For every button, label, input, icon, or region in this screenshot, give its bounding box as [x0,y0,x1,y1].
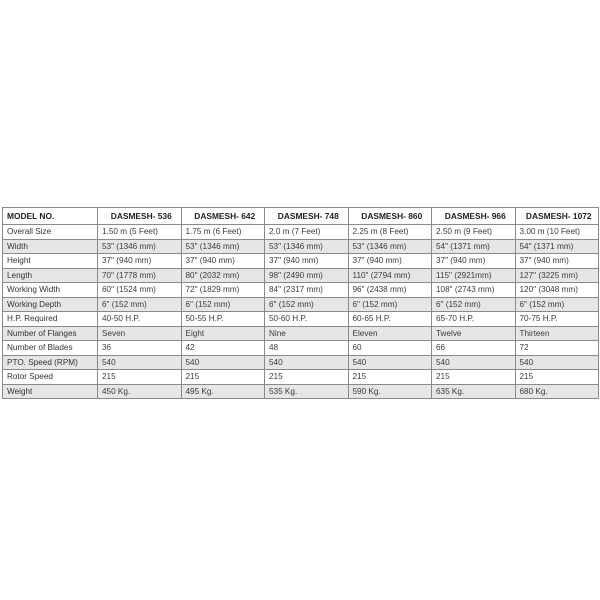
row-label: Width [3,239,98,254]
table-cell: Seven [98,326,182,341]
table-cell: 72 [515,341,599,356]
model-header: DASMESH- 860 [348,208,432,225]
table-cell: 6" (152 mm) [181,297,265,312]
table-row [3,370,599,385]
table-cell: Eight [181,326,265,341]
model-header: DASMESH- 966 [432,208,516,225]
table-body [3,225,599,399]
table-cell: 54" (1371 mm) [515,239,599,254]
table-cell: 2.50 m (9 Feet) [432,225,516,240]
table-row [3,384,599,399]
table-cell: Nine [265,326,349,341]
table-row [3,341,599,356]
table-cell: 50-55 H.P. [181,312,265,327]
table-cell: 120" (3048 mm) [515,283,599,298]
table-cell: 53" (1346 mm) [98,239,182,254]
table-row [3,312,599,327]
table-row [3,297,599,312]
table-cell: 48 [265,341,349,356]
table-row [3,355,599,370]
table-cell: 6" (152 mm) [515,297,599,312]
table-cell: 36 [98,341,182,356]
model-header: DASMESH- 1072 [515,208,599,225]
table-cell: 635 Kg. [432,384,516,399]
table-cell: 42 [181,341,265,356]
table-cell: 80" (2032 mm) [181,268,265,283]
table-cell: 54" (1371 mm) [432,239,516,254]
table-cell: 6" (152 mm) [98,297,182,312]
table-cell: Twelve [432,326,516,341]
model-header: DASMESH- 536 [98,208,182,225]
table-cell: 60 [348,341,432,356]
table-row [3,268,599,283]
table-cell: 84" (2317 mm) [265,283,349,298]
table-cell: 540 [432,355,516,370]
table-row [3,254,599,269]
table-cell: 680 Kg. [515,384,599,399]
row-label: PTO. Speed (RPM) [3,355,98,370]
row-label: H.P. Required [3,312,98,327]
table-cell: 215 [98,370,182,385]
table-cell: 540 [348,355,432,370]
table-cell: 215 [515,370,599,385]
table-cell: 535 Kg. [265,384,349,399]
table-cell: Thirteen [515,326,599,341]
row-label: Number of Flanges [3,326,98,341]
table-cell: 215 [432,370,516,385]
row-label: Rotor Speed [3,370,98,385]
table-cell: 2.0 m (7 Feet) [265,225,349,240]
table-cell: 65-70 H.P. [432,312,516,327]
table-cell: 215 [181,370,265,385]
table-cell: 6" (152 mm) [432,297,516,312]
row-label: Working Width [3,283,98,298]
table-cell: 215 [265,370,349,385]
table-cell: 66 [432,341,516,356]
table-cell: 70" (1778 mm) [98,268,182,283]
table-cell: 450 Kg. [98,384,182,399]
model-header: DASMESH- 642 [181,208,265,225]
table-cell: 98" (2490 mm) [265,268,349,283]
spec-table [2,207,599,399]
table-cell: 53" (1346 mm) [348,239,432,254]
table-row [3,326,599,341]
table-row [3,283,599,298]
table-cell: 60-65 H.P. [348,312,432,327]
row-label: Number of Blades [3,341,98,356]
table-cell: Eleven [348,326,432,341]
model-header: DASMESH- 748 [265,208,349,225]
table-header-row [3,208,599,225]
row-label: Height [3,254,98,269]
table-cell: 37" (940 mm) [432,254,516,269]
table-cell: 495 Kg. [181,384,265,399]
table-cell: 110" (2794 mm) [348,268,432,283]
table-cell: 37" (940 mm) [98,254,182,269]
table-cell: 1.50 m (5 Feet) [98,225,182,240]
table-cell: 108" (2743 mm) [432,283,516,298]
table-cell: 540 [265,355,349,370]
table-row [3,225,599,240]
row-label: Working Depth [3,297,98,312]
table-cell: 540 [515,355,599,370]
row-label: Overall Size [3,225,98,240]
table-cell: 37" (940 mm) [515,254,599,269]
table-cell: 115" (2921mm) [432,268,516,283]
table-cell: 72" (1829 mm) [181,283,265,298]
table-cell: 53" (1346 mm) [265,239,349,254]
table-cell: 40-50 H.P. [98,312,182,327]
table-cell: 6" (152 mm) [265,297,349,312]
table-cell: 540 [98,355,182,370]
table-cell: 127" (3225 mm) [515,268,599,283]
table-cell: 37" (940 mm) [348,254,432,269]
table-cell: 6" (152 mm) [348,297,432,312]
table-cell: 215 [348,370,432,385]
table-cell: 96" (2438 mm) [348,283,432,298]
table-cell: 37" (940 mm) [181,254,265,269]
table-cell: 3.00 m (10 Feet) [515,225,599,240]
table-cell: 1.75 m (6 Feet) [181,225,265,240]
table-cell: 540 [181,355,265,370]
table-cell: 590 Kg. [348,384,432,399]
row-label: Weight [3,384,98,399]
table-cell: 70-75 H.P. [515,312,599,327]
table-cell: 37" (940 mm) [265,254,349,269]
row-label: Length [3,268,98,283]
table-cell: 60" (1524 mm) [98,283,182,298]
table-row [3,239,599,254]
header-label: MODEL NO. [3,208,98,225]
table-cell: 50-60 H.P. [265,312,349,327]
table-cell: 53" (1346 mm) [181,239,265,254]
table-cell: 2.25 m (8 Feet) [348,225,432,240]
